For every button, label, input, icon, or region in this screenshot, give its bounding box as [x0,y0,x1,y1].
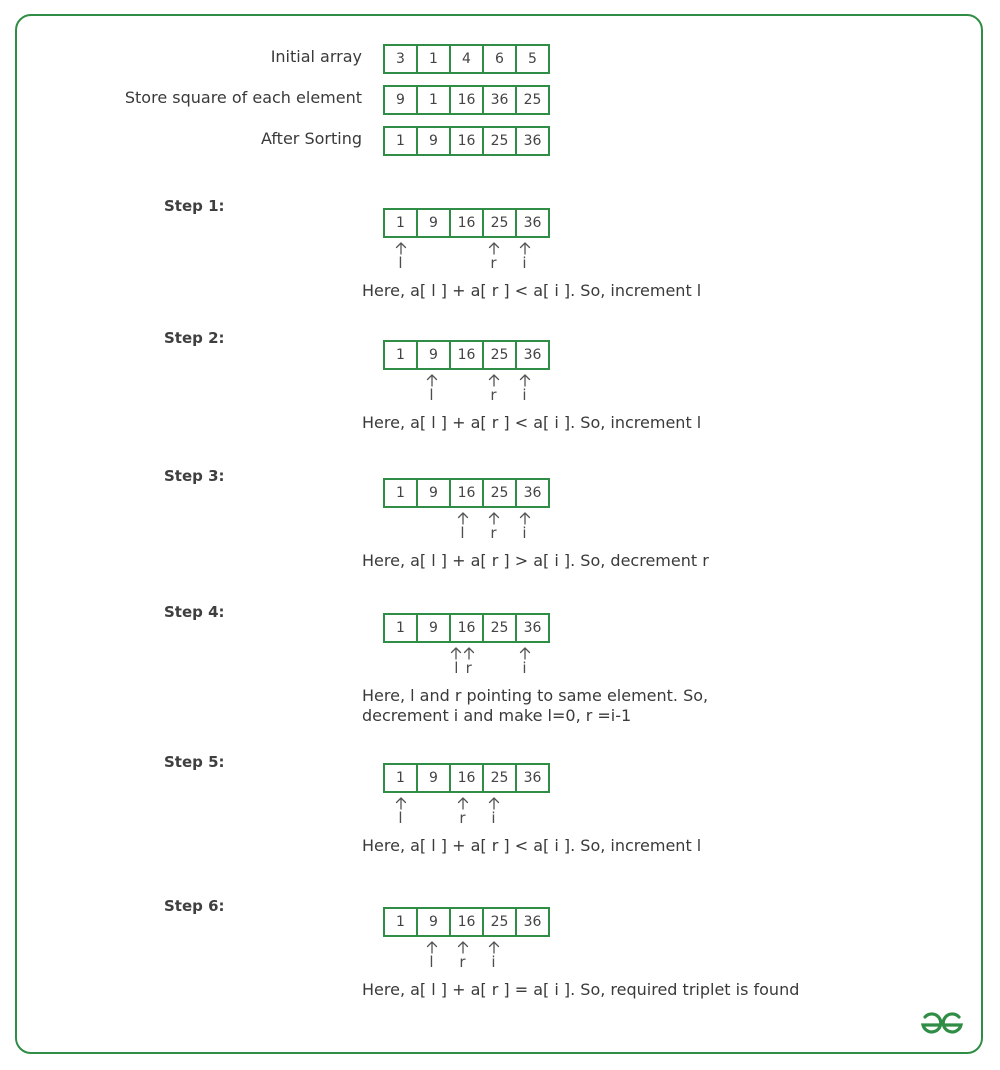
array-cell: 36 [523,620,542,636]
array-cell: 1 [385,765,418,791]
array-cell: 16 [451,480,484,506]
array-cell: 36 [523,485,542,501]
array-cell: 25 [484,615,517,641]
pointer-r [455,940,471,970]
pointer-i [517,373,533,403]
array-cell: 9 [385,87,418,113]
message-line: decrement i and make l=0, r =i-1 [362,706,632,725]
array-cell: 1 [418,87,451,113]
pointer-l [424,940,440,970]
array-box [383,126,550,156]
pointer-label: i [491,953,496,971]
array-cell: 25 [484,480,517,506]
row-label: After Sorting [260,129,362,148]
array-cell: 1 [385,615,418,641]
pointer-label: r [459,953,466,971]
array-cell: 25 [484,342,517,368]
up-arrow-icon [486,511,502,525]
array-cell: 9 [418,480,451,506]
pointer-label: r [490,386,497,404]
array-cell: 36 [523,914,542,930]
pointer-label: i [522,659,527,677]
pointer-label: l [429,386,434,404]
array-cell: 25 [523,92,542,108]
up-arrow-icon [393,796,409,810]
step-title: Step 6: [164,897,225,915]
array-cell: 9 [418,210,451,236]
array-cell: 25 [484,765,517,791]
array-box [383,907,550,937]
pointer-label: l [398,254,403,272]
pointer-label: r [490,524,497,542]
up-arrow-icon [486,373,502,387]
pointer-r [486,511,502,541]
step-title: Step 5: [164,753,225,771]
up-arrow-icon [455,511,471,525]
array-cell: 3 [385,46,418,72]
array-box [383,208,550,238]
array-cell: 1 [385,480,418,506]
array-box [383,340,550,370]
array-cell: 1 [385,909,418,935]
array-cell: 9 [418,909,451,935]
up-arrow-icon [393,241,409,255]
array-cell: 4 [451,46,484,72]
up-arrow-icon [486,940,502,954]
up-arrow-icon [455,796,471,810]
pointer-label: i [522,524,527,542]
array-cell: 16 [451,87,484,113]
pointer-r [461,646,477,676]
pointer-l [393,796,409,826]
step-message [362,836,701,856]
message-line: Here, a[ l ] + a[ r ] < a[ i ]. So, increment l [362,413,702,432]
row-label: Initial array [270,47,362,66]
array-cell: 1 [385,210,418,236]
array-box [383,478,550,508]
step-message [362,686,708,726]
pointer-label: l [398,809,403,827]
message-line: Here, a[ l ] + a[ r ] > a[ i ]. So, decrement r [362,551,709,570]
array-cell: 9 [418,765,451,791]
pointer-i [486,796,502,826]
array-box [383,85,550,115]
pointer-label: l [429,953,434,971]
step-message [362,980,799,1000]
step-title: Step 1: [164,197,225,215]
array-cell: 25 [484,210,517,236]
step-title: Step 4: [164,603,225,621]
pointer-r [455,796,471,826]
pointer-r [486,373,502,403]
array-cell: 16 [451,765,484,791]
array-box [383,44,550,74]
pointer-label: l [454,659,459,677]
array-cell: 36 [523,215,542,231]
step-title: Step 3: [164,467,225,485]
array-cell: 1 [385,342,418,368]
pointer-label: i [491,809,496,827]
step-message [362,281,701,301]
array-cell: 9 [418,128,451,154]
array-cell: 16 [451,210,484,236]
array-cell: 16 [451,128,484,154]
array-cell: 16 [451,342,484,368]
up-arrow-icon [517,241,533,255]
pointer-label: r [465,659,472,677]
up-arrow-icon [461,646,477,660]
up-arrow-icon [424,373,440,387]
up-arrow-icon [455,940,471,954]
array-cell: 6 [484,46,517,72]
array-cell: 9 [418,342,451,368]
step-message [362,413,701,433]
array-cell: 5 [528,51,537,67]
array-cell: 36 [484,87,517,113]
pointer-label: l [460,524,465,542]
pointer-l [424,373,440,403]
message-line: Here, a[ l ] + a[ r ] < a[ i ]. So, increment l [362,836,702,855]
pointer-label: i [522,386,527,404]
array-cell: 1 [385,128,418,154]
array-cell: 16 [451,615,484,641]
pointer-r [486,241,502,271]
array-cell: 25 [484,909,517,935]
pointer-l [393,241,409,271]
message-line: Here, a[ l ] + a[ r ] = a[ i ]. So, required triplet is found [362,980,800,999]
up-arrow-icon [424,940,440,954]
pointer-label: r [459,809,466,827]
step-message [362,551,709,571]
array-box [383,613,550,643]
array-cell: 36 [523,347,542,363]
array-cell: 9 [418,615,451,641]
up-arrow-icon [517,511,533,525]
array-box [383,763,550,793]
step-title: Step 2: [164,329,225,347]
up-arrow-icon [486,241,502,255]
array-cell: 1 [418,46,451,72]
pointer-l [455,511,471,541]
pointer-i [517,511,533,541]
array-cell: 36 [523,770,542,786]
message-line: Here, a[ l ] + a[ r ] < a[ i ]. So, increment l [362,281,702,300]
row-label: Store square of each element [124,88,362,107]
pointer-i [486,940,502,970]
geeksforgeeks-logo-icon [913,1008,971,1040]
array-cell: 25 [484,128,517,154]
pointer-i [517,241,533,271]
array-cell: 16 [451,909,484,935]
up-arrow-icon [517,646,533,660]
up-arrow-icon [517,373,533,387]
message-line: Here, l and r pointing to same element. So, [362,686,709,705]
pointer-i [517,646,533,676]
array-cell: 36 [523,133,542,149]
up-arrow-icon [486,796,502,810]
pointer-label: i [522,254,527,272]
pointer-label: r [490,254,497,272]
